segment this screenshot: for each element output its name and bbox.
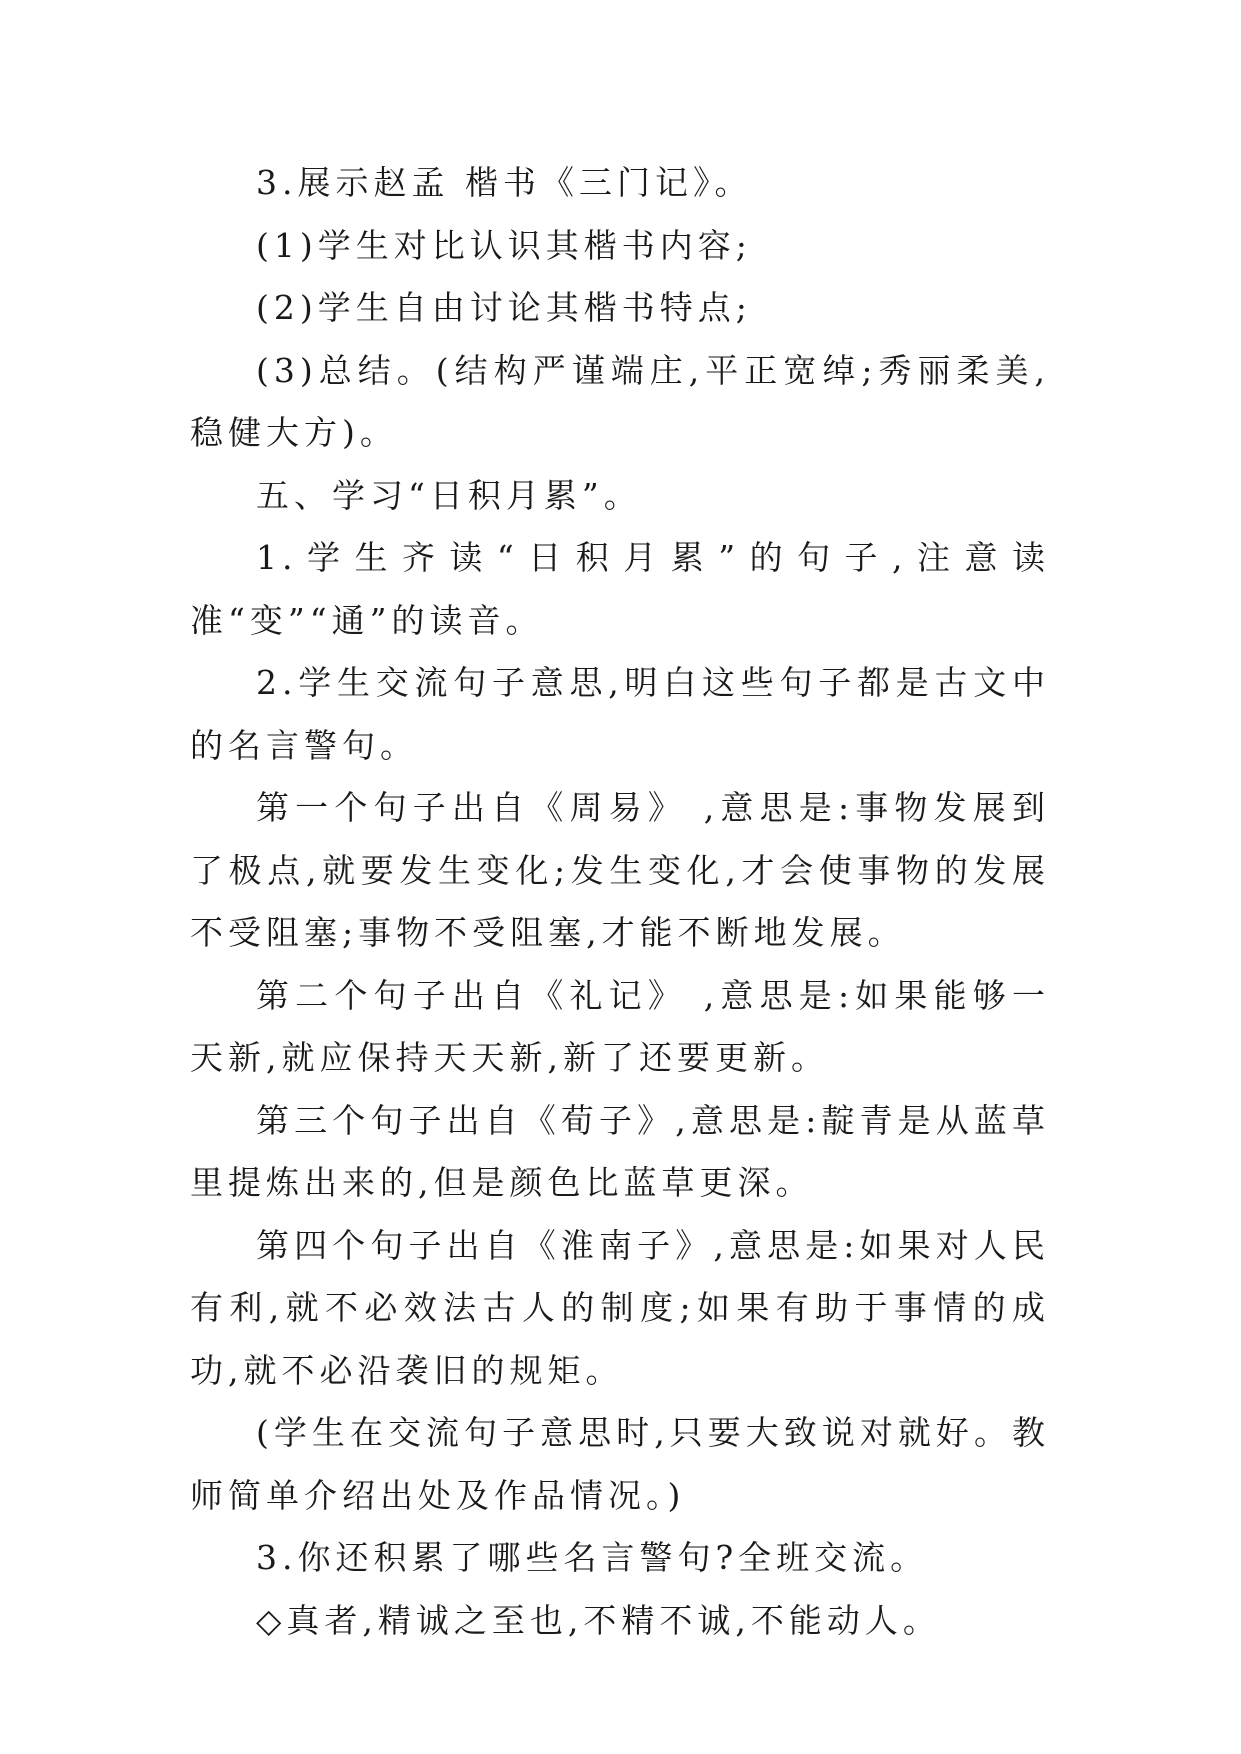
paragraph: 3.你还积累了哪些名言警句?全班交流。 [256, 1538, 929, 1577]
paragraph: 3.展示赵孟 楷书《三门记》。 [256, 163, 753, 202]
paragraph: (3)总结。(结构严谨端庄,平正宽绰;秀丽柔美,稳健大方)。 [190, 350, 1050, 452]
paragraph: 第二个句子出自《礼记》 ,意思是:如果能够一天新,就应保持天天新,新了还要更新。 [190, 975, 1050, 1077]
paragraph: 第一个句子出自《周易》 ,意思是:事物发展到了极点,就要发生变化;发生变化,才会使事物的发展不受阻塞;事物不受阻塞,才能不断地发展。 [190, 788, 1050, 952]
paragraph: (1)学生对比认识其楷书内容; [256, 225, 752, 265]
paragraph: ◇真者,精诚之至也,不精不诚,不能动人。 [256, 1600, 941, 1640]
section-heading: 五、学习“日积月累”。 [256, 475, 642, 515]
document-body [190, 152, 1050, 1652]
paragraph: (2)学生自由讨论其楷书特点; [256, 288, 752, 327]
paragraph: 第四个句子出自《淮南子》,意思是:如果对人民有利,就不必效法古人的制度;如果有助于事情的成功,就不必沿袭旧的规矩。 [190, 1225, 1050, 1390]
paragraph: 第三个句子出自《荀子》,意思是:靛青是从蓝草里提炼出来的,但是颜色比蓝草更深。 [190, 1100, 1050, 1202]
paragraph: 2.学生交流句子意思,明白这些句子都是古文中的名言警句。 [190, 663, 1050, 765]
paragraph: 1.学生齐读“日积月累”的句子,注意读准“变”“通”的读音。 [190, 538, 1050, 640]
paragraph: (学生在交流句子意思时,只要大致说对就好。教师简单介绍出处及作品情况。) [190, 1413, 1050, 1515]
